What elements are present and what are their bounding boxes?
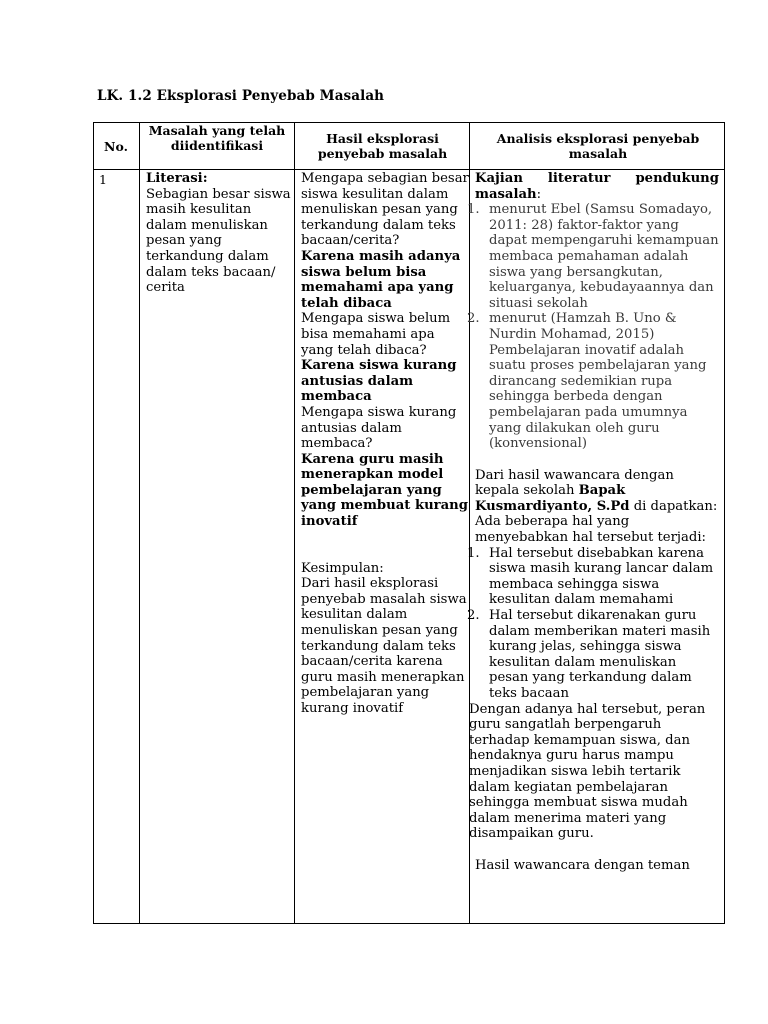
analisis-cell	[467, 171, 719, 874]
header-analisis: Analisis eksplorasi penyebab masalah	[496, 131, 700, 161]
literature-item	[467, 311, 719, 451]
hasil-paragraph: Mengapa sebagian besar siswa kesulitan dalam menuliskan pesan yang terkandung dalam teks bacaan/cerita?	[301, 171, 469, 249]
column-divider	[139, 123, 140, 923]
list-number: 2.	[467, 311, 480, 327]
hasil-paragraph: Mengapa siswa kurang antusias dalam membaca?	[301, 404, 457, 452]
wawancara-name: Bapak Kusmardiyanto, S.Pd	[475, 483, 630, 514]
wawancara-text: Dari hasil wawancara dengan kepala sekolah	[475, 467, 674, 499]
hasil-paragraph: Karena masih adanya siswa belum bisa memahami apa yang telah dibaca	[301, 248, 461, 311]
beberapa-text: Ada beberapa hal yang menyebabkan hal tersebut terjadi:	[475, 514, 706, 546]
kajian-word: masalah	[475, 186, 537, 202]
hasil-paragraph: Karena guru masih menerapkan model pembelajaran yang yang membuat kurang inovatif	[301, 451, 468, 530]
kajian-word: Kajian	[475, 171, 523, 186]
kajian-heading	[475, 171, 719, 187]
kajian-word: pendukung	[635, 171, 719, 186]
spacer	[301, 530, 469, 561]
cause-item	[467, 608, 719, 702]
literature-item	[467, 202, 719, 311]
list-text: menurut Ebel (Samsu Somadayo, 2011: 28) faktor-faktor yang dapat mempengaruhi kemampuan membaca pemahaman adalah siswa yang bersangkutan, keluarganya, kebudayaannya dan situasi sekolah	[489, 202, 719, 311]
list-number: 1.	[467, 545, 480, 561]
list-number: 2.	[467, 608, 480, 624]
row-number: 1	[99, 172, 107, 187]
spacer	[475, 452, 719, 468]
wawancara-paragraph	[475, 468, 719, 515]
header-masalah: Masalah yang telah diidentifikasi	[148, 123, 286, 153]
hasil-cell	[301, 171, 469, 717]
list-text: Hal tersebut dikarenakan guru dalam memberikan materi masih kurang jelas, sehingga siswa kesulitan dalam menuliskan pesan yang terkandung dalam teks bacaan	[489, 608, 711, 701]
kajian-colon: :	[536, 186, 542, 202]
masalah-text: Sebagian besar siswa masih kesulitan dalam menuliskan pesan yang terkandung dalam dalam teks bacaan/ cerita	[146, 186, 291, 296]
kajian-heading-line2	[475, 187, 719, 203]
list-text: menurut (Hamzah B. Uno & Nurdin Mohamad, 2015) Pembelajaran inovatif adalah suatu proses pembelajaran yang dirancang sedemikian rupa sehingga berbeda dengan pembelajaran pada umumnya yang dilakukan oleh guru (konvensional)	[489, 311, 707, 452]
masalah-cell	[146, 171, 294, 296]
cause-item	[467, 546, 719, 608]
header-hasil: Hasil eksplorasi penyebab masalah	[317, 131, 448, 161]
hasil-paragraph: Mengapa siswa belum bisa memahami apa yang telah dibaca?	[301, 311, 451, 358]
dengan-paragraph: Dengan adanya hal tersebut, peran guru sangatlah berpengaruh terhadap kemampuan siswa, dan hendaknya guru harus mampu menjadikan siswa lebih tertarik dalam kegiatan pembelajaran sehingga membuat siswa mudah dalam menerima materi yang disampaikan guru.	[469, 701, 706, 842]
spacer	[475, 842, 719, 858]
masalah-heading: Literasi:	[146, 171, 208, 186]
list-number: 1.	[467, 202, 480, 218]
kesimpulan-text: Dari hasil eksplorasi penyebab masalah siswa kesulitan dalam menuliskan pesan yang terkandung dalam teks bacaan/cerita karena guru masih menerapkan pembelajaran yang kurang inovatif	[301, 576, 467, 716]
hasil-teman-text: Hasil wawancara dengan teman	[475, 857, 690, 873]
header-no: No.	[104, 139, 128, 154]
kesimpulan-label: Kesimpulan:	[301, 560, 384, 576]
header-divider	[94, 169, 724, 170]
column-divider	[294, 123, 295, 923]
list-text: Hal tersebut disebabkan karena siswa masih kurang lancar dalam membaca sehingga siswa kesulitan dalam memahami	[489, 545, 714, 608]
document-title: LK. 1.2 Eksplorasi Penyebab Masalah	[97, 88, 385, 104]
hasil-paragraph: Karena siswa kurang antusias dalam membaca	[301, 358, 457, 405]
kajian-word: literatur	[547, 171, 611, 186]
wawancara-text: di dapatkan:	[629, 498, 718, 514]
exploration-table	[93, 122, 725, 924]
